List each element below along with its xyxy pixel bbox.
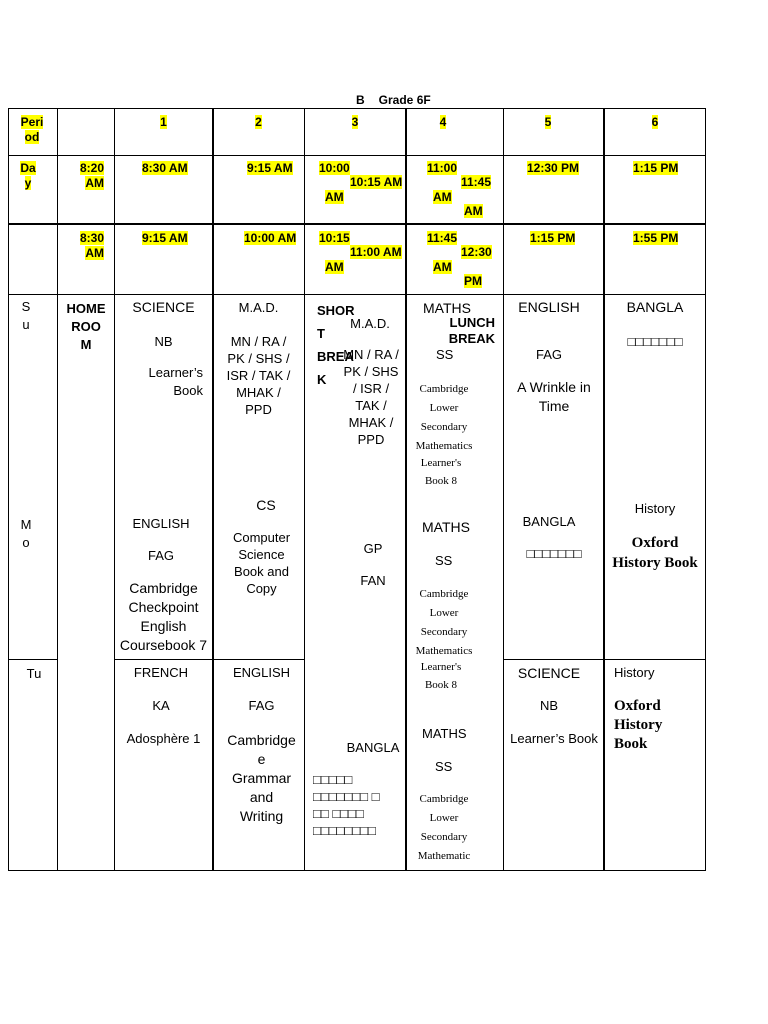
subject: History: [614, 665, 655, 680]
book: Cambridge Lower Secondary Mathematic: [417, 793, 471, 862]
book: Learner's Book 8: [420, 457, 462, 487]
time-text: 8:20 AM: [79, 161, 104, 190]
subject: History: [634, 501, 676, 516]
period-number: 4: [439, 115, 447, 129]
subject: SCIENCE: [517, 665, 581, 681]
subject: MATHS: [422, 519, 470, 535]
row-divider: [8, 294, 706, 295]
start-time: [319, 231, 350, 246]
subject: M.A.D.: [238, 300, 279, 315]
row-divider: [8, 155, 706, 156]
start-time: [527, 161, 579, 176]
period-6: [604, 115, 706, 130]
end-time: [461, 175, 491, 190]
time-text: 10:15 AM: [350, 175, 403, 189]
time-text: 11:45: [461, 175, 492, 189]
subject: MATHS: [422, 726, 467, 741]
book: Computer Science Book and Copy: [232, 530, 291, 596]
subject: M.A.D.: [350, 316, 390, 331]
book: Cambridge e Grammar and Writing: [227, 732, 296, 824]
period-2: [213, 115, 304, 130]
time-text: AM: [325, 260, 344, 274]
col-divider: [503, 108, 504, 871]
day-label-text: Da y: [20, 161, 36, 190]
subject: ENGLISH: [232, 665, 291, 680]
time-text: 12:30 PM: [527, 161, 580, 175]
period-number: 1: [160, 115, 167, 129]
teacher: FAG: [248, 698, 275, 713]
row-divider: [115, 659, 305, 660]
subject: BANGLA: [346, 740, 400, 755]
start-time: [633, 161, 678, 176]
period-label: [19, 115, 45, 145]
day-tuesday: Tu: [26, 666, 42, 681]
time-text: 8:30 AM: [142, 161, 188, 175]
start-time-suffix: [433, 190, 452, 205]
time-text: 10:00: [319, 161, 350, 175]
start-time-suffix: [433, 260, 452, 275]
start-time: [319, 161, 350, 176]
teacher: FAG: [147, 548, 174, 563]
start-time: [247, 161, 293, 176]
col-divider: [57, 108, 58, 871]
end-time: [633, 231, 678, 246]
end-time: [350, 245, 402, 260]
book: □□□□□□□: [627, 334, 683, 349]
start-time: [427, 161, 457, 176]
teacher: NB: [154, 334, 173, 349]
start-time-suffix: [325, 260, 344, 275]
time-text: 1:55 PM: [633, 231, 679, 245]
teacher: SS: [436, 347, 454, 362]
book: Learner’s Book: [148, 365, 203, 398]
day-label: [18, 161, 38, 191]
period-1: [115, 115, 212, 130]
teacher: FAN: [360, 573, 386, 588]
teachers: MN / RA / PK / SHS / ISR / TAK / MHAK / PPD: [226, 334, 291, 417]
period-number: 2: [255, 115, 262, 129]
period-number: 3: [351, 115, 359, 129]
book: A Wrinkle in Time: [517, 379, 591, 414]
col-divider: [114, 108, 115, 871]
subject: BANGLA: [522, 514, 576, 529]
book: □□□□□□□: [526, 546, 582, 561]
time-text: AM: [433, 260, 452, 274]
book: Cambridge Lower Secondary Mathematics: [415, 588, 473, 657]
title-section: B: [356, 93, 365, 107]
teacher: SS: [435, 759, 453, 774]
period-5: [504, 115, 592, 130]
homeroom-cell: HOME ROO M: [66, 301, 106, 352]
row-divider: [8, 223, 706, 225]
time-text: 12:30: [461, 245, 492, 259]
time-text: AM: [325, 190, 344, 204]
book: Learner’s Book: [510, 731, 598, 746]
subject: FRENCH: [133, 665, 189, 680]
period-3: [305, 115, 405, 130]
title-grade: Grade 6F: [378, 93, 431, 107]
time-text: AM: [464, 204, 483, 218]
period-number: 6: [651, 115, 659, 129]
period-number: 5: [544, 115, 552, 129]
end-time-suffix: [464, 274, 482, 289]
book: Oxford History Book: [612, 535, 698, 571]
book: Adosphère 1: [126, 731, 201, 746]
book: Cambridge Checkpoint English Coursebook 7: [119, 580, 208, 653]
lunch-break: LUNCH BREAK: [448, 315, 495, 346]
teacher: SS: [435, 553, 453, 568]
start-time: [142, 161, 188, 176]
time-text: 1:15 PM: [530, 231, 576, 245]
end-time: [461, 245, 492, 260]
end-time: [350, 175, 402, 190]
subject: MATHS: [423, 300, 471, 316]
end-time: [62, 231, 104, 261]
subject: ENGLISH: [132, 516, 190, 531]
subject: GP: [363, 541, 383, 556]
time-text: 11:00: [427, 161, 458, 175]
time-text: PM: [464, 274, 482, 288]
subject: SCIENCE: [132, 299, 195, 315]
end-time: [244, 231, 296, 246]
time-text: 10:15: [319, 231, 350, 245]
subject: BANGLA: [626, 299, 684, 315]
period-4: [406, 115, 480, 130]
time-text: AM: [433, 190, 452, 204]
period-label-text: Peri od: [20, 115, 44, 144]
end-time: [530, 231, 575, 246]
subject: ENGLISH: [518, 299, 580, 315]
time-text: 10:00 AM: [244, 231, 297, 245]
start-time: [427, 231, 457, 246]
time-text: 1:15 PM: [633, 161, 679, 175]
start-time-suffix: [325, 190, 344, 205]
teacher: NB: [539, 698, 559, 713]
time-text: 9:15 AM: [142, 231, 188, 245]
page-title: [356, 93, 445, 107]
teachers: MN / RA / PK / SHS / ISR / TAK / MHAK / PPD: [343, 347, 399, 447]
short-break: SHOR T BREA K: [317, 303, 355, 387]
start-time: [62, 161, 104, 191]
book: □□□□□ □□□□□□□ □ □□ □□□□ □□□□□□□□: [313, 772, 380, 838]
end-time: [142, 231, 188, 246]
day-sunday: S u: [21, 299, 31, 332]
time-text: 9:15 AM: [247, 161, 293, 175]
book: Cambridge Lower Secondary Mathematics: [415, 383, 473, 452]
teacher: KA: [152, 698, 170, 713]
time-text: 11:00 AM: [350, 245, 402, 259]
row-divider: [8, 659, 58, 660]
col-divider: [603, 108, 605, 871]
book: Oxford History Book: [614, 698, 663, 752]
subject: CS: [256, 497, 276, 513]
day-monday: M o: [20, 517, 32, 550]
book: Learner's Book 8: [420, 661, 462, 691]
teacher: FAG: [535, 347, 562, 362]
end-time-suffix: [464, 204, 483, 219]
time-text: 11:45: [427, 231, 458, 245]
time-text: 8:30 AM: [79, 231, 104, 260]
